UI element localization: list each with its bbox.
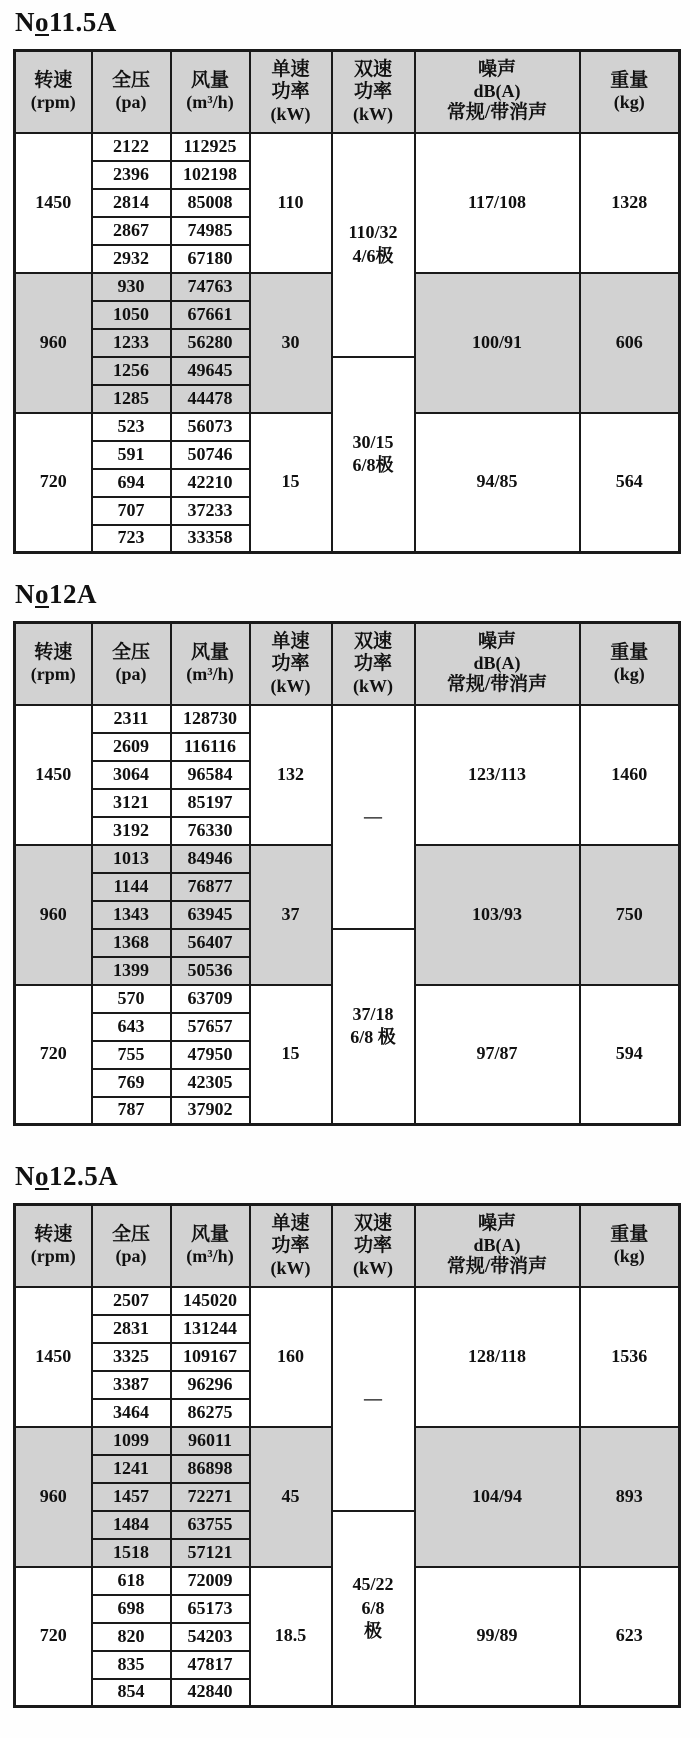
header-line: 单速: [271, 630, 310, 652]
rpm-cell: 960: [15, 273, 92, 413]
pressure-cell: 2396: [92, 161, 171, 189]
title-number: 11.5A: [49, 7, 117, 37]
title-n: N: [15, 1161, 35, 1191]
header-line: (kW): [353, 1257, 393, 1278]
header-line: (kW): [270, 675, 311, 696]
weight-cell: 623: [580, 1567, 680, 1707]
header-line: (kg): [613, 664, 645, 685]
volume-cell: 84946: [171, 845, 250, 873]
table-title: [15, 1160, 678, 1192]
header-line: 常规/带消声: [446, 674, 548, 696]
weight-cell: 594: [580, 985, 680, 1125]
noise-cell: 117/108: [415, 133, 580, 273]
table-block-no11-5a: [13, 6, 678, 554]
pressure-cell: 2609: [92, 733, 171, 761]
volume-cell: 42210: [171, 469, 250, 497]
table-block-no12-5a: [13, 1160, 678, 1708]
volume-cell: 57121: [171, 1539, 250, 1567]
pressure-cell: 1241: [92, 1455, 171, 1483]
header-line: 单速: [271, 1212, 310, 1234]
header-line: (pa): [115, 1246, 147, 1267]
col-header-noise: [415, 623, 580, 705]
dual-power-line: 110/32: [348, 222, 398, 243]
table-block-no12a: [13, 578, 678, 1126]
header-line: 单速: [271, 58, 310, 80]
dual-power-line: 极: [364, 1620, 382, 1641]
single-power-cell: 15: [250, 985, 332, 1125]
volume-cell: 74985: [171, 217, 250, 245]
volume-cell: 63945: [171, 901, 250, 929]
table-row: [15, 1287, 680, 1315]
col-header-single-power: [250, 623, 332, 705]
dual-power-line: 30/15: [352, 431, 394, 452]
col-header-volume: [171, 51, 250, 133]
header-line: (kW): [353, 103, 393, 124]
header-row: [15, 623, 680, 705]
header-line: 功率: [353, 653, 392, 675]
col-header-noise: [415, 1205, 580, 1287]
pressure-cell: 3064: [92, 761, 171, 789]
rpm-cell: 1450: [15, 705, 92, 845]
volume-cell: 102198: [171, 161, 250, 189]
volume-cell: 112925: [171, 133, 250, 161]
rpm-cell: 1450: [15, 133, 92, 273]
col-header-dual-power: [332, 51, 415, 133]
pressure-cell: 1099: [92, 1427, 171, 1455]
col-header-rpm: [15, 623, 92, 705]
header-line: (pa): [115, 92, 147, 113]
volume-cell: 85197: [171, 789, 250, 817]
dual-power-cell: [332, 357, 415, 553]
volume-cell: 56073: [171, 413, 250, 441]
header-line: 噪声: [477, 630, 516, 652]
pressure-cell: 2507: [92, 1287, 171, 1315]
header-line: 全压: [111, 641, 150, 663]
col-header-rpm: [15, 1205, 92, 1287]
header-row: [15, 51, 680, 133]
header-line: 风量: [190, 641, 229, 663]
pressure-cell: 618: [92, 1567, 171, 1595]
pressure-cell: 1457: [92, 1483, 171, 1511]
header-line: 全压: [111, 1223, 150, 1245]
pressure-cell: 3325: [92, 1343, 171, 1371]
header-line: (kg): [613, 92, 645, 113]
volume-cell: 128730: [171, 705, 250, 733]
weight-cell: 750: [580, 845, 680, 985]
header-line: 风量: [190, 1223, 229, 1245]
noise-cell: 100/91: [415, 273, 580, 413]
volume-cell: 57657: [171, 1013, 250, 1041]
header-line: (m³/h): [186, 664, 234, 685]
volume-cell: 54203: [171, 1623, 250, 1651]
header-row: [15, 1205, 680, 1287]
volume-cell: 76330: [171, 817, 250, 845]
volume-cell: 65173: [171, 1595, 250, 1623]
dual-power-line: 6/8 极: [350, 1027, 396, 1048]
table-title: [15, 6, 678, 38]
single-power-cell: 160: [250, 1287, 332, 1427]
header-line: dB(A): [473, 1235, 521, 1256]
noise-cell: 128/118: [415, 1287, 580, 1427]
header-line: 重量: [610, 1223, 649, 1245]
pressure-cell: 3387: [92, 1371, 171, 1399]
header-line: (rpm): [30, 664, 76, 685]
header-line: 功率: [353, 81, 392, 103]
header-line: dB(A): [473, 653, 521, 674]
volume-cell: 56407: [171, 929, 250, 957]
header-line: 功率: [271, 81, 310, 103]
header-line: 功率: [271, 653, 310, 675]
volume-cell: 72009: [171, 1567, 250, 1595]
header-line: 全压: [111, 69, 150, 91]
header-line: 噪声: [477, 1212, 516, 1234]
pressure-cell: 854: [92, 1679, 171, 1707]
volume-cell: 74763: [171, 273, 250, 301]
header-line: (kg): [613, 1246, 645, 1267]
noise-cell: 123/113: [415, 705, 580, 845]
volume-cell: 67661: [171, 301, 250, 329]
volume-cell: 86275: [171, 1399, 250, 1427]
spec-table-no12a: [13, 621, 681, 1126]
single-power-cell: 15: [250, 413, 332, 553]
pressure-cell: 820: [92, 1623, 171, 1651]
col-header-noise: [415, 51, 580, 133]
volume-cell: 109167: [171, 1343, 250, 1371]
noise-cell: 104/94: [415, 1427, 580, 1567]
volume-cell: 47950: [171, 1041, 250, 1069]
pressure-cell: 755: [92, 1041, 171, 1069]
dual-power-cell: [332, 705, 415, 929]
volume-cell: 49645: [171, 357, 250, 385]
volume-cell: 76877: [171, 873, 250, 901]
volume-cell: 96011: [171, 1427, 250, 1455]
pressure-cell: 643: [92, 1013, 171, 1041]
volume-cell: 47817: [171, 1651, 250, 1679]
header-line: (m³/h): [186, 92, 234, 113]
dual-power-cell: [332, 929, 415, 1125]
pressure-cell: 2814: [92, 189, 171, 217]
volume-cell: 63709: [171, 985, 250, 1013]
pressure-cell: 787: [92, 1097, 171, 1125]
volume-cell: 145020: [171, 1287, 250, 1315]
pressure-cell: 698: [92, 1595, 171, 1623]
dual-power-line: 6/8极: [352, 455, 394, 476]
header-line: 重量: [610, 641, 649, 663]
volume-cell: 96296: [171, 1371, 250, 1399]
noise-cell: 99/89: [415, 1567, 580, 1707]
pressure-cell: 2867: [92, 217, 171, 245]
pressure-cell: 835: [92, 1651, 171, 1679]
dual-power-line: —: [364, 805, 382, 826]
volume-cell: 50536: [171, 957, 250, 985]
header-line: 转速: [34, 69, 73, 91]
header-line: 双速: [353, 630, 392, 652]
volume-cell: 37233: [171, 497, 250, 525]
title-o-underlined: o: [35, 579, 49, 609]
single-power-cell: 132: [250, 705, 332, 845]
title-o-underlined: o: [35, 1161, 49, 1191]
pressure-cell: 1484: [92, 1511, 171, 1539]
header-line: 双速: [353, 1212, 392, 1234]
col-header-weight: [580, 623, 680, 705]
header-line: 功率: [353, 1235, 392, 1257]
title-n: N: [15, 579, 35, 609]
volume-cell: 50746: [171, 441, 250, 469]
volume-cell: 63755: [171, 1511, 250, 1539]
volume-cell: 67180: [171, 245, 250, 273]
pressure-cell: 3121: [92, 789, 171, 817]
volume-cell: 44478: [171, 385, 250, 413]
title-n: N: [15, 7, 35, 37]
volume-cell: 116116: [171, 733, 250, 761]
col-header-weight: [580, 51, 680, 133]
weight-cell: 606: [580, 273, 680, 413]
noise-cell: 94/85: [415, 413, 580, 553]
header-line: 功率: [271, 1235, 310, 1257]
weight-cell: 1328: [580, 133, 680, 273]
title-o-underlined: o: [35, 7, 49, 37]
noise-cell: 103/93: [415, 845, 580, 985]
pressure-cell: 591: [92, 441, 171, 469]
header-line: (kW): [270, 103, 311, 124]
volume-cell: 86898: [171, 1455, 250, 1483]
dual-power-line: 6/8: [361, 1597, 385, 1618]
single-power-cell: 18.5: [250, 1567, 332, 1707]
pressure-cell: 1013: [92, 845, 171, 873]
spec-table-no11-5a: [13, 49, 681, 554]
header-line: 双速: [353, 58, 392, 80]
dual-power-cell: [332, 1511, 415, 1707]
col-header-pressure: [92, 1205, 171, 1287]
single-power-cell: 37: [250, 845, 332, 985]
weight-cell: 893: [580, 1427, 680, 1567]
col-header-dual-power: [332, 623, 415, 705]
pressure-cell: 3192: [92, 817, 171, 845]
weight-cell: 1536: [580, 1287, 680, 1427]
single-power-cell: 110: [250, 133, 332, 273]
col-header-pressure: [92, 623, 171, 705]
header-line: (m³/h): [186, 1246, 234, 1267]
header-line: 转速: [34, 1223, 73, 1245]
col-header-pressure: [92, 51, 171, 133]
header-line: (kW): [353, 675, 393, 696]
dual-power-line: —: [364, 1387, 382, 1408]
title-number: 12.5A: [49, 1161, 119, 1191]
pressure-cell: 769: [92, 1069, 171, 1097]
rpm-cell: 720: [15, 1567, 92, 1707]
pressure-cell: 3464: [92, 1399, 171, 1427]
header-line: dB(A): [473, 81, 521, 102]
table-row: [15, 133, 680, 161]
pressure-cell: 1399: [92, 957, 171, 985]
volume-cell: 96584: [171, 761, 250, 789]
header-line: (kW): [270, 1257, 311, 1278]
dual-power-line: 37/18: [352, 1003, 394, 1024]
pressure-cell: 1518: [92, 1539, 171, 1567]
pressure-cell: 1144: [92, 873, 171, 901]
col-header-volume: [171, 623, 250, 705]
volume-cell: 85008: [171, 189, 250, 217]
header-line: 噪声: [477, 58, 516, 80]
pressure-cell: 1285: [92, 385, 171, 413]
pressure-cell: 1233: [92, 329, 171, 357]
rpm-cell: 720: [15, 985, 92, 1125]
pressure-cell: 1343: [92, 901, 171, 929]
header-line: 常规/带消声: [446, 102, 548, 124]
volume-cell: 33358: [171, 525, 250, 553]
col-header-rpm: [15, 51, 92, 133]
header-line: (pa): [115, 664, 147, 685]
title-number: 12A: [49, 579, 97, 609]
col-header-single-power: [250, 51, 332, 133]
col-header-weight: [580, 1205, 680, 1287]
single-power-cell: 30: [250, 273, 332, 413]
header-line: (rpm): [30, 92, 76, 113]
dual-power-cell: [332, 1287, 415, 1511]
rpm-cell: 720: [15, 413, 92, 553]
pressure-cell: 1368: [92, 929, 171, 957]
pressure-cell: 2311: [92, 705, 171, 733]
header-line: (rpm): [30, 1246, 76, 1267]
dual-power-cell: [332, 133, 415, 357]
pressure-cell: 1256: [92, 357, 171, 385]
weight-cell: 1460: [580, 705, 680, 845]
rpm-cell: 1450: [15, 1287, 92, 1427]
col-header-volume: [171, 1205, 250, 1287]
table-row: [15, 705, 680, 733]
pressure-cell: 723: [92, 525, 171, 553]
pressure-cell: 707: [92, 497, 171, 525]
volume-cell: 72271: [171, 1483, 250, 1511]
spec-table-no12-5a: [13, 1203, 681, 1708]
pressure-cell: 570: [92, 985, 171, 1013]
header-line: 风量: [190, 69, 229, 91]
pressure-cell: 930: [92, 273, 171, 301]
pressure-cell: 694: [92, 469, 171, 497]
pressure-cell: 1050: [92, 301, 171, 329]
volume-cell: 37902: [171, 1097, 250, 1125]
header-line: 常规/带消声: [446, 1256, 548, 1278]
noise-cell: 97/87: [415, 985, 580, 1125]
volume-cell: 42840: [171, 1679, 250, 1707]
pressure-cell: 2932: [92, 245, 171, 273]
single-power-cell: 45: [250, 1427, 332, 1567]
pressure-cell: 2831: [92, 1315, 171, 1343]
col-header-dual-power: [332, 1205, 415, 1287]
pressure-cell: 2122: [92, 133, 171, 161]
volume-cell: 56280: [171, 329, 250, 357]
col-header-single-power: [250, 1205, 332, 1287]
rpm-cell: 960: [15, 1427, 92, 1567]
weight-cell: 564: [580, 413, 680, 553]
dual-power-line: 4/6极: [352, 245, 394, 266]
volume-cell: 42305: [171, 1069, 250, 1097]
table-title: [15, 578, 678, 610]
dual-power-line: 45/22: [352, 1574, 394, 1595]
pressure-cell: 523: [92, 413, 171, 441]
rpm-cell: 960: [15, 845, 92, 985]
header-line: 转速: [34, 641, 73, 663]
volume-cell: 131244: [171, 1315, 250, 1343]
header-line: 重量: [610, 69, 649, 91]
